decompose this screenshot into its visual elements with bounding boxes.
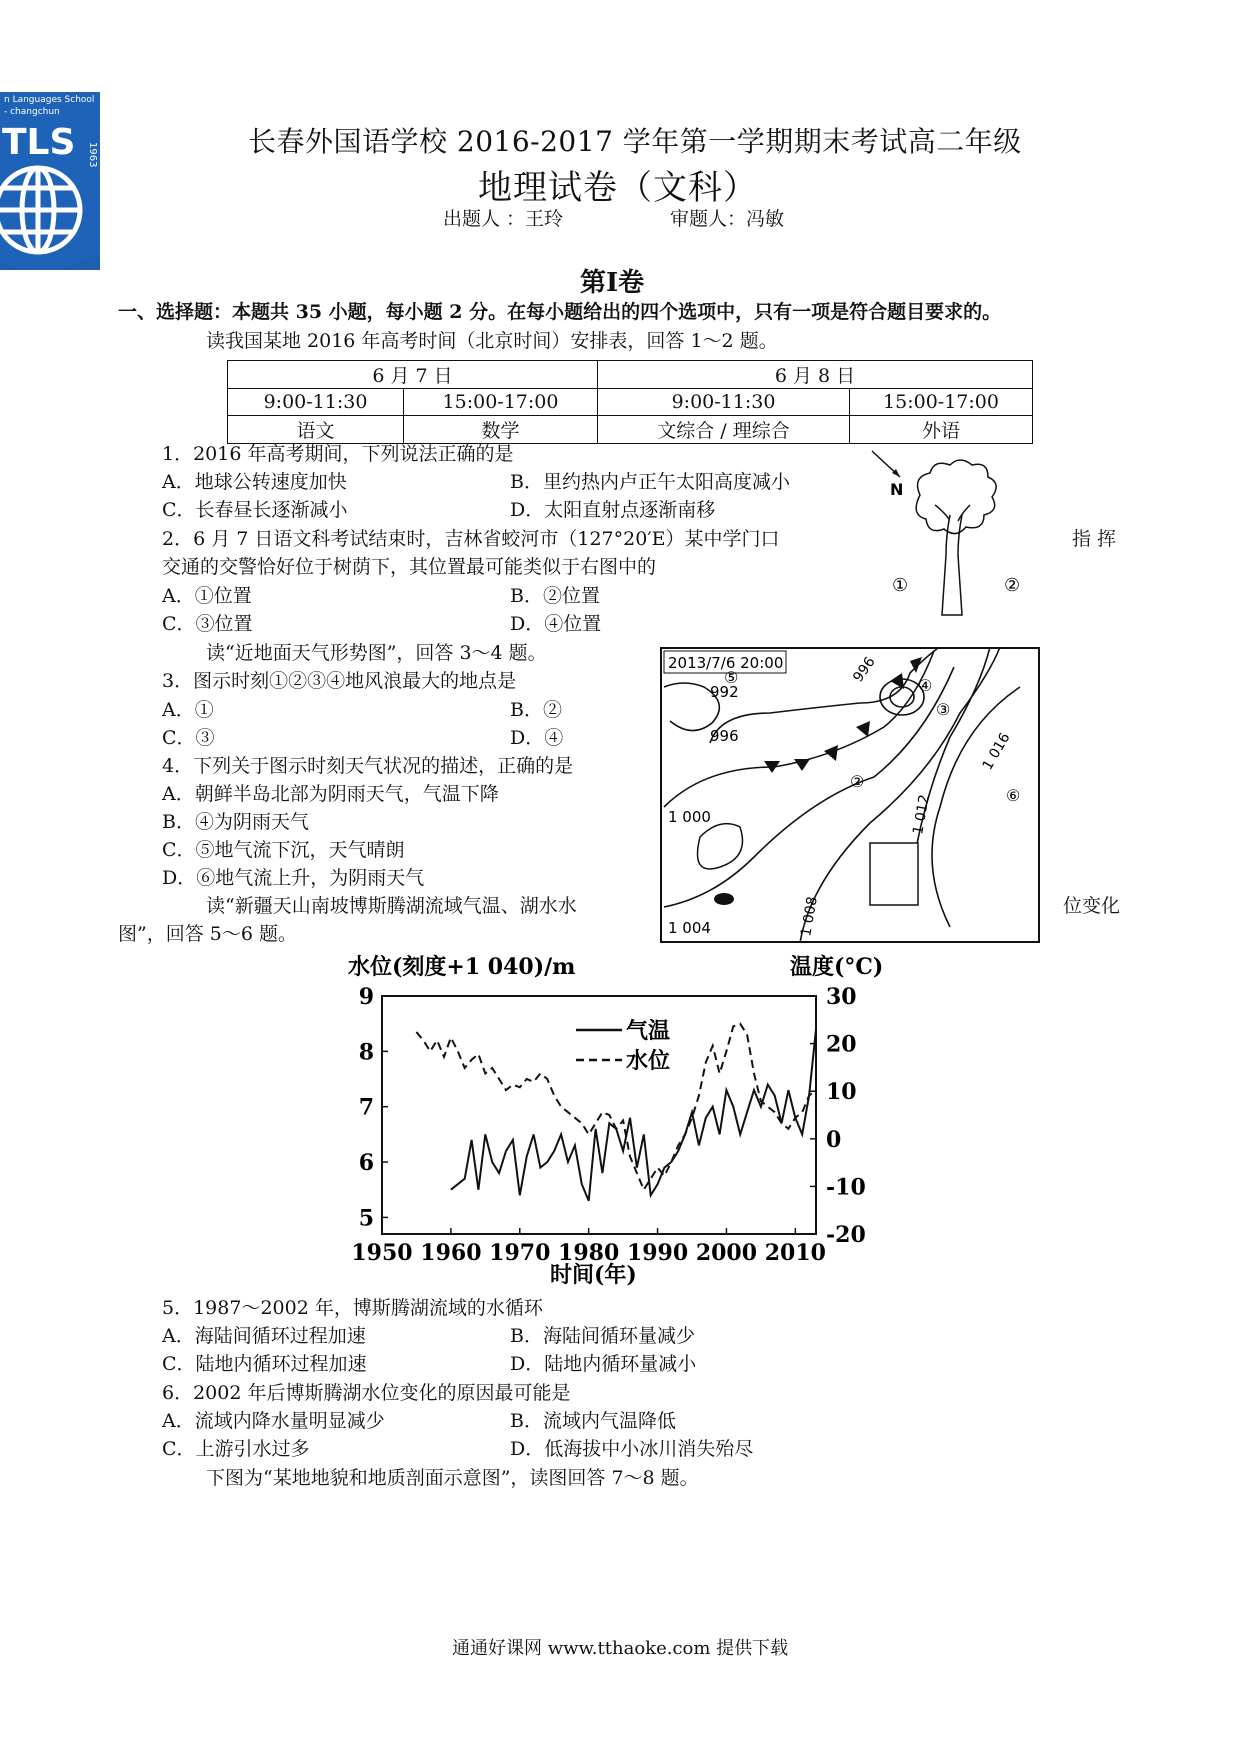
schedule-time: 9:00-11:30 xyxy=(228,389,404,416)
weather-map xyxy=(660,647,1040,943)
isobar-label: 996 xyxy=(710,727,739,745)
legend-label: 水位 xyxy=(626,1048,671,1074)
x-tick-label: 1980 xyxy=(558,1240,620,1266)
q3-option-b: B．② xyxy=(510,699,562,721)
isobar-label: 996 xyxy=(850,654,879,686)
q2-option-b: B．②位置 xyxy=(510,585,600,607)
reading-prompt-3: 读“新疆天山南坡博斯腾湖流域气温、湖水水 xyxy=(206,895,577,917)
q5-option-a: A．海陆间循环过程加速 xyxy=(162,1325,366,1347)
reading-prompt-2: 读“近地面天气形势图”，回答 3～4 题。 xyxy=(206,642,547,664)
question-2: 2．6 月 7 日语文科考试结束时，吉林省蛟河市（127°20′E）某中学门口 xyxy=(162,528,780,550)
inset-box xyxy=(870,843,918,905)
school-logo xyxy=(0,92,100,270)
isobar-label: 1 000 xyxy=(668,808,711,826)
reading-prompt-3-line2: 图”，回答 5～6 题。 xyxy=(118,923,297,945)
schedule-day: 6 月 7 日 xyxy=(228,361,598,389)
q5-option-c: C．陆地内循环过程加速 xyxy=(162,1353,367,1375)
isobar-label: 1 016 xyxy=(979,730,1014,773)
q5-option-b: B．海陆间循环量减少 xyxy=(510,1325,695,1347)
schedule-subject: 数学 xyxy=(404,416,598,444)
y-left-tick-label: 8 xyxy=(358,1039,374,1066)
y-left-tick-label: 7 xyxy=(358,1094,374,1121)
exam-title: 长春外国语学校 2016-2017 学年第一学期期末考试高二年级 xyxy=(248,125,1022,158)
chart-xlabel: 时间(年) xyxy=(550,1262,637,1288)
schedule-time: 15:00-17:00 xyxy=(404,389,598,416)
chart-legend xyxy=(576,1018,670,1074)
y-left-tick-label: 5 xyxy=(358,1205,374,1232)
isobar-label: 992 xyxy=(710,683,739,701)
map-timestamp: 2013/7/6 20:00 xyxy=(668,654,784,672)
q2-option-d: D．④位置 xyxy=(510,613,602,635)
schedule-subject: 语文 xyxy=(228,416,404,444)
isobar-label: 1 004 xyxy=(668,919,711,937)
question-4: 4．下列关于图示时刻天气状况的描述，正确的是 xyxy=(162,755,574,777)
y-right-tick-label: 30 xyxy=(826,984,857,1010)
q1-option-c: C．长春昼长逐渐减小 xyxy=(162,499,348,521)
q2-option-c: C．③位置 xyxy=(162,613,253,635)
tree-figure xyxy=(860,445,1060,625)
x-tick-label: 1960 xyxy=(420,1240,482,1266)
logo-text-mid: - changchun xyxy=(4,107,60,117)
y-left-tick-label: 6 xyxy=(358,1150,374,1177)
section-title: 第Ⅰ卷 xyxy=(580,268,645,298)
x-tick-label: 2010 xyxy=(764,1240,826,1266)
north-label: N xyxy=(890,480,904,499)
map-marker: ③ xyxy=(936,700,951,719)
question-6: 6．2002 年后博斯腾湖水位变化的原因最可能是 xyxy=(162,1382,571,1404)
q4-option-a: A．朝鲜半岛北部为阴雨天气，气温下降 xyxy=(162,783,499,805)
question-3: 3．图示时刻①②③④地风浪最大的地点是 xyxy=(162,670,517,692)
q6-option-b: B．流域内气温降低 xyxy=(510,1410,676,1432)
lake-climate-chart xyxy=(340,950,900,1290)
q1-option-d: D．太阳直射点逐渐南移 xyxy=(510,499,716,521)
map-marker: ② xyxy=(850,772,865,791)
logo-letters: TLS xyxy=(2,122,76,163)
y-right-tick-label: 0 xyxy=(826,1126,842,1153)
schedule-time: 9:00-11:30 xyxy=(598,389,850,416)
tree-mark-1: ① xyxy=(892,575,909,596)
question-5: 5．1987～2002 年，博斯腾湖流域的水循环 xyxy=(162,1297,543,1319)
q6-option-a: A．流域内降水量明显减少 xyxy=(162,1410,385,1432)
map-marker: ④ xyxy=(918,676,933,695)
tree-mark-2: ② xyxy=(1004,575,1021,596)
question-1: 1．2016 年高考期间，下列说法正确的是 xyxy=(162,443,514,465)
q2-option-a: A．①位置 xyxy=(162,585,252,607)
q5-option-d: D．陆地内循环量减小 xyxy=(510,1353,697,1375)
q1-option-b: B．里约热内卢正午太阳高度减小 xyxy=(510,471,790,493)
reading-prompt-4: 下图为“某地地貌和地质剖面示意图”，读图回答 7～8 题。 xyxy=(206,1467,699,1489)
reading-prompt-1: 读我国某地 2016 年高考时间（北京时间）安排表，回答 1～2 题。 xyxy=(206,330,778,352)
logo-text-top: n Languages School xyxy=(4,95,95,105)
map-marker: ⑤ xyxy=(724,668,739,687)
q4-option-d: D．⑥地气流上升，为阴雨天气 xyxy=(162,867,425,889)
q1-option-a: A．地球公转速度加快 xyxy=(162,471,347,493)
q4-option-c: C．⑤地气流下沉，天气晴朗 xyxy=(162,839,405,861)
question-2-line2: 交通的交警恰好位于树荫下，其位置最可能类似于右图中的 xyxy=(162,556,657,578)
x-tick-label: 1990 xyxy=(626,1240,689,1266)
isobar-label: 1 008 xyxy=(798,895,821,938)
q3-option-d: D．④ xyxy=(510,727,564,749)
section-intro: 一、选择题：本题共 35 小题，每小题 2 分。在每小题给出的四个选项中，只有一项是符合题目要求的。 xyxy=(118,301,1002,323)
isobar-label: 1 012 xyxy=(910,793,933,836)
y-right-tick-label: 20 xyxy=(826,1031,857,1058)
question-2-tail: 指 挥 xyxy=(1072,528,1117,550)
logo-year: 1963 xyxy=(87,142,98,168)
x-tick-label: 1950 xyxy=(351,1240,413,1266)
y-right-tick-label: 10 xyxy=(826,1079,857,1106)
chart-ylabel-left: 水位(刻度+1 040)/m xyxy=(348,954,576,980)
x-tick-label: 2000 xyxy=(695,1240,758,1266)
chart-ylabel-right: 温度(°C) xyxy=(790,954,884,980)
y-left-tick-label: 9 xyxy=(358,984,374,1010)
q3-option-c: C．③ xyxy=(162,727,215,749)
author-line: 出题人 ：王玲 xyxy=(443,208,564,230)
x-tick-label: 1970 xyxy=(489,1240,551,1266)
exam-subtitle: 地理试卷（文科） xyxy=(478,168,758,208)
tree-icon xyxy=(916,460,996,615)
schedule-subject: 外语 xyxy=(850,416,1033,444)
reviewer-line: 审题人：冯敏 xyxy=(670,208,785,230)
y-right-tick-label: -10 xyxy=(826,1174,866,1201)
series-line-water-level xyxy=(416,1024,816,1190)
footer-text: 通通好课网 www.tthaoke.com 提供下载 xyxy=(452,1638,789,1659)
map-marker: ⑥ xyxy=(1006,786,1021,805)
exam-schedule-table xyxy=(227,360,1033,444)
legend-label: 气温 xyxy=(626,1018,671,1044)
reading-prompt-3-tail: 位变化 xyxy=(1063,895,1121,917)
q6-option-c: C．上游引水过多 xyxy=(162,1438,310,1460)
q4-option-b: B．④为阴雨天气 xyxy=(162,811,309,833)
y-right-tick-label: -20 xyxy=(826,1222,866,1248)
q6-option-d: D．低海拔中小冰川消失殆尽 xyxy=(510,1438,754,1460)
q3-option-a: A．① xyxy=(162,699,214,721)
schedule-time: 15:00-17:00 xyxy=(850,389,1033,416)
schedule-day: 6 月 8 日 xyxy=(598,361,1033,389)
chart-frame xyxy=(382,996,816,1234)
schedule-subject: 文综合 / 理综合 xyxy=(598,416,850,444)
